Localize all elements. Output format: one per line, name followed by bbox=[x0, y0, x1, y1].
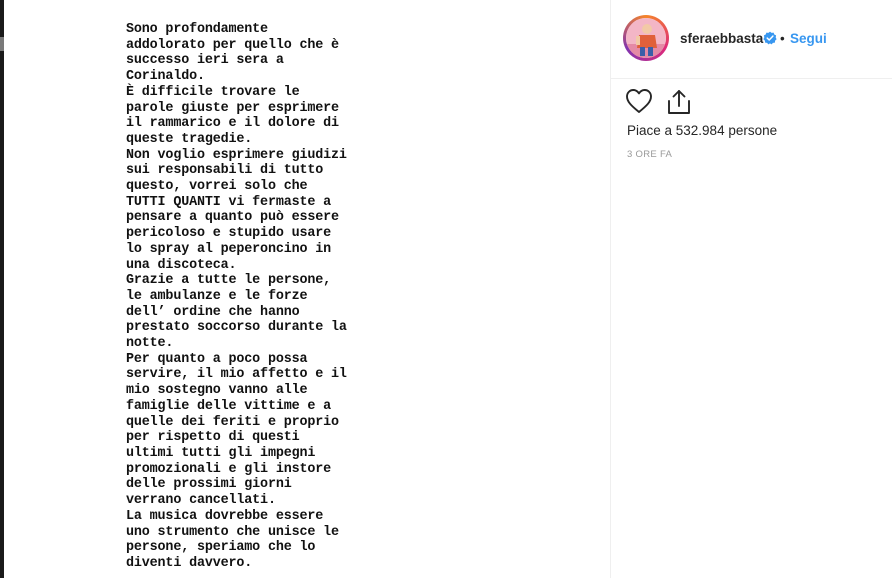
message-line: TUTTI QUANTI vi fermaste a bbox=[126, 194, 332, 210]
likes-count[interactable]: Piace a 532.984 persone bbox=[627, 123, 778, 138]
message-line: il rammarico e il dolore di bbox=[126, 116, 339, 132]
message-line: uno strumento che unisce le bbox=[126, 524, 339, 540]
message-line: dell’ ordine che hanno bbox=[126, 304, 300, 320]
post-sidebar bbox=[611, 0, 892, 578]
post-message-text bbox=[126, 22, 426, 572]
message-line: Non voglio esprimere giudizi bbox=[126, 147, 347, 163]
message-line: queste tragedie. bbox=[126, 131, 253, 147]
message-line: successo ieri sera a bbox=[126, 53, 284, 69]
message-line: La musica dovrebbe essere bbox=[126, 508, 324, 524]
message-line: sui responsabili di tutto bbox=[126, 163, 324, 179]
avatar-image-icon bbox=[626, 18, 666, 58]
verified-badge-icon bbox=[763, 31, 777, 45]
message-line: per rispetto di questi bbox=[126, 430, 300, 446]
message-line: persone, speriamo che lo bbox=[126, 540, 316, 556]
message-line: questo, vorrei solo che bbox=[126, 179, 308, 195]
heart-icon[interactable] bbox=[625, 88, 653, 114]
avatar-story-ring[interactable] bbox=[623, 15, 669, 61]
username-link[interactable]: sferaebbasta bbox=[680, 31, 764, 46]
message-line: addolorato per quello che è bbox=[126, 37, 339, 53]
share-icon[interactable] bbox=[665, 88, 693, 116]
message-line: mio sostegno vanno alle bbox=[126, 383, 308, 399]
message-line: lo spray al peperoncino in bbox=[126, 241, 332, 257]
message-line: verrano cancellati. bbox=[126, 493, 276, 509]
message-line: famiglie delle vittime e a bbox=[126, 398, 332, 414]
message-line: notte. bbox=[126, 336, 174, 352]
post-image bbox=[4, 0, 611, 578]
message-line: È difficile trovare le bbox=[126, 84, 300, 100]
message-line: delle prossimi giorni bbox=[126, 477, 292, 493]
message-line: le ambulanze e le forze bbox=[126, 288, 308, 304]
message-line: pericoloso e stupido usare bbox=[126, 226, 332, 242]
message-line: quelle dei feriti e proprio bbox=[126, 414, 339, 430]
avatar[interactable] bbox=[626, 18, 666, 58]
message-line: ultimi tutti gli impegni bbox=[126, 445, 316, 461]
message-line: Corinaldo. bbox=[126, 69, 205, 85]
follow-button[interactable]: Segui bbox=[790, 31, 827, 46]
message-line: servire, il mio affetto e il bbox=[126, 367, 347, 383]
message-line: pensare a quanto può essere bbox=[126, 210, 339, 226]
message-line: Per quanto a poco possa bbox=[126, 351, 308, 367]
post-header bbox=[611, 0, 892, 79]
message-line: diventi davvero. bbox=[126, 555, 253, 571]
message-line: una discoteca. bbox=[126, 257, 237, 273]
message-line: Sono profondamente bbox=[126, 22, 268, 37]
message-line: parole giuste per esprimere bbox=[126, 100, 339, 116]
message-line: promozionali e gli instore bbox=[126, 461, 332, 477]
header-separator: • bbox=[780, 31, 785, 46]
message-line: Grazie a tutte le persone, bbox=[126, 273, 332, 289]
post-timestamp[interactable]: 3 ORE FA bbox=[627, 149, 673, 160]
message-line: prestato soccorso durante la bbox=[126, 320, 347, 336]
